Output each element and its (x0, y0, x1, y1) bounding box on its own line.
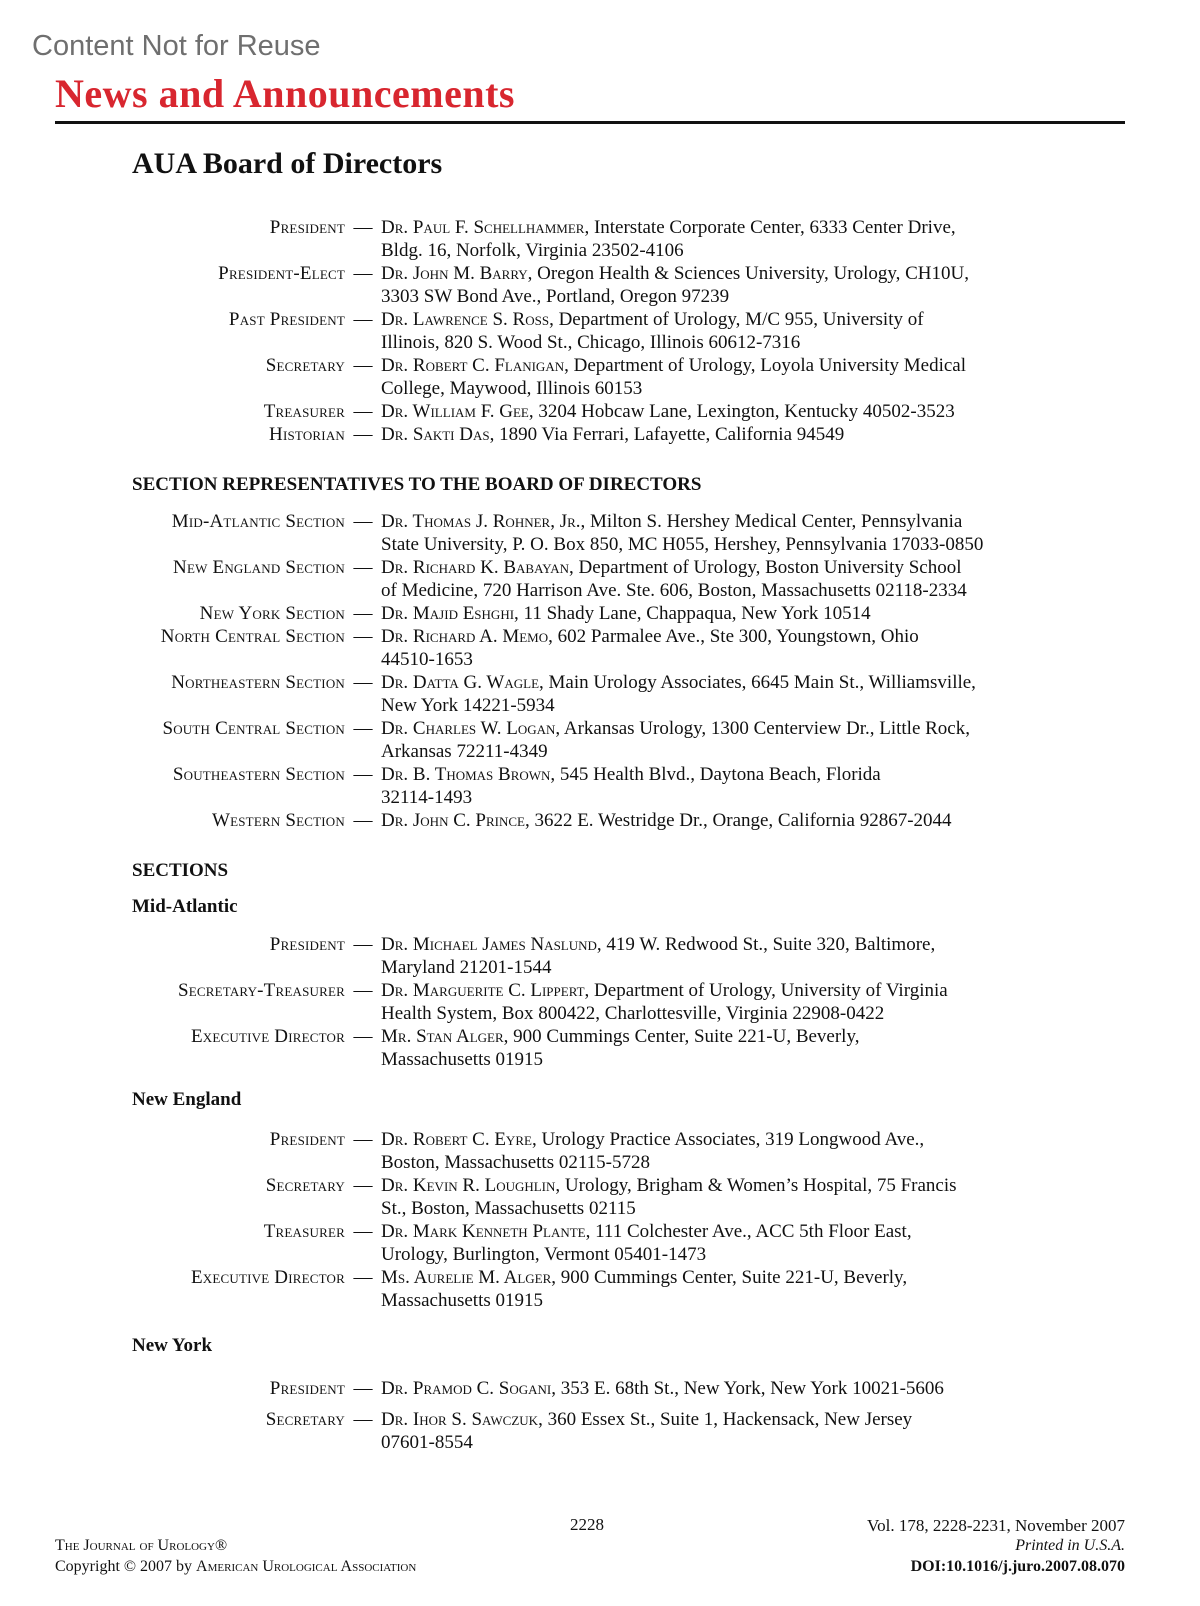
entry-name: Dr. Thomas J. Rohner, Jr. (381, 511, 581, 532)
entry-role: Executive Director (190, 1026, 345, 1047)
doi-link[interactable]: DOI:10.1016/j.juro.2007.08.070 (910, 1558, 1125, 1575)
entry-text (381, 510, 1081, 556)
entry-text (381, 1025, 1081, 1071)
entry-address: , 900 Cummings Center, Suite 221-U, Beverly, (551, 1267, 908, 1288)
entry-role: Secretary (265, 1175, 345, 1196)
entry-dash: — (353, 934, 373, 955)
entry-dash: — (353, 810, 373, 831)
directory-entry (0, 400, 1200, 423)
entry-address: , Urology Practice Associates, 319 Longwood Ave., (531, 1129, 925, 1150)
entry-name: Dr. Lawrence S. Ross (381, 309, 550, 330)
entry-text (381, 262, 1081, 308)
entry-dash: — (353, 1378, 373, 1399)
header-rule (55, 121, 1125, 124)
directory-entry (0, 1377, 1200, 1400)
directory-entry (0, 556, 1200, 602)
new-york-list (0, 1377, 1200, 1454)
entry-text (381, 1174, 1081, 1220)
entry-dash: — (353, 1267, 373, 1288)
directory-entry (0, 763, 1200, 809)
entry-text (381, 933, 1081, 979)
entry-address: , 900 Cummings Center, Suite 221-U, Beverly, (503, 1026, 860, 1047)
entry-role: North Central Section (160, 626, 345, 647)
entry-role: Northeastern Section (171, 672, 345, 693)
entry-role: Secretary-Treasurer (177, 980, 345, 1001)
entry-address-cont: Illinois, 820 S. Wood St., Chicago, Illinois 60612-7316 (381, 332, 801, 353)
entry-name: Dr. Charles W. Logan (381, 718, 556, 739)
entry-dash: — (353, 672, 373, 693)
page-number: 2228 (570, 1515, 604, 1534)
entry-address-cont: 07601-8554 (381, 1432, 473, 1453)
entry-dash: — (353, 718, 373, 739)
entry-role: President-Elect (218, 263, 345, 284)
entry-name: Dr. Marguerite C. Lippert (381, 980, 585, 1001)
entry-address-cont: State University, P. O. Box 850, MC H055, Hershey, Pennsylvania 17033-0850 (381, 534, 984, 555)
entry-name: Dr. William F. Gee (381, 401, 529, 422)
entry-address: , Main Urology Associates, 6645 Main St., Williamsville, (539, 672, 976, 693)
entry-name: Dr. Datta G. Wagle (381, 672, 540, 693)
entry-dash: — (353, 1175, 373, 1196)
entry-text (381, 423, 1081, 446)
entry-role: Southeastern Section (172, 764, 345, 785)
entry-address-cont: College, Maywood, Illinois 60153 (381, 378, 643, 399)
printed-in: Printed in U.S.A. (1015, 1537, 1125, 1554)
entry-address: , Department of Urology, Boston University School (569, 557, 962, 578)
directory-entry (0, 809, 1200, 832)
directory-entry (0, 1128, 1200, 1174)
entry-name: Dr. Pramod C. Sogani (381, 1378, 552, 1399)
entry-name: Dr. Richard A. Memo (381, 626, 549, 647)
entry-role: President (269, 1378, 345, 1399)
entry-dash: — (353, 1026, 373, 1047)
directory-entry (0, 1220, 1200, 1266)
entry-text (381, 556, 1081, 602)
directory-entry (0, 308, 1200, 354)
entry-role: Treasurer (263, 401, 345, 422)
entry-dash: — (353, 309, 373, 330)
entry-address: , Milton S. Hershey Medical Center, Pennsylvania (580, 511, 963, 532)
directory-entry (0, 933, 1200, 979)
entry-name: Dr. B. Thomas Brown (381, 764, 551, 785)
entry-address: , 353 E. 68th St., New York, New York 10021-5606 (551, 1378, 944, 1399)
entry-role: New York Section (199, 603, 345, 624)
entry-address-cont: St., Boston, Massachusetts 02115 (381, 1198, 636, 1219)
journal-name: The Journal of Urology® (55, 1537, 228, 1554)
entry-address: , 419 W. Redwood St., Suite 320, Baltimore, (596, 934, 936, 955)
entry-address: , 1890 Via Ferrari, Lafayette, California 94549 (489, 424, 845, 445)
entry-name: Dr. Majid Eshghi (381, 603, 515, 624)
directory-entry (0, 602, 1200, 625)
entry-address-cont: Boston, Massachusetts 02115-5728 (381, 1152, 650, 1173)
copyright-org: American Urological Association (196, 1558, 417, 1575)
directory-entry (0, 1266, 1200, 1312)
directory-entry (0, 510, 1200, 556)
sections-heading: SECTIONS (132, 860, 229, 881)
entry-address-cont: Maryland 21201-1544 (381, 957, 552, 978)
entry-address: , 545 Health Blvd., Daytona Beach, Florida (550, 764, 881, 785)
entry-text (381, 216, 1081, 262)
entry-address: , 602 Parmalee Ave., Ste 300, Youngstown, Ohio (548, 626, 919, 647)
entry-name: Dr. Ihor S. Sawczuk (381, 1409, 539, 1430)
volume-info: Vol. 178, 2228-2231, November 2007 (867, 1516, 1125, 1535)
entry-dash: — (353, 1221, 373, 1242)
entry-address-cont: Arkansas 72211-4349 (381, 741, 548, 762)
entry-role: New England Section (173, 557, 345, 578)
entry-dash: — (353, 603, 373, 624)
document-body (0, 146, 1200, 1454)
entry-text (381, 763, 1081, 809)
entry-role: Western Section (211, 810, 345, 831)
mid-atlantic-heading: Mid-Atlantic (132, 896, 238, 917)
entry-address: , Arkansas Urology, 1300 Centerview Dr., Little Rock, (555, 718, 970, 739)
entry-text (381, 1266, 1081, 1312)
entry-dash: — (353, 217, 373, 238)
entry-role: President (269, 217, 345, 238)
entry-name: Dr. Michael James Naslund (381, 934, 597, 955)
entry-dash: — (353, 511, 373, 532)
entry-dash: — (353, 980, 373, 1001)
section-reps-heading: SECTION REPRESENTATIVES TO THE BOARD OF DIRECTORS (132, 474, 702, 495)
entry-address-cont: of Medicine, 720 Harrison Ave. Ste. 606, Boston, Massachusetts 02118-2334 (381, 580, 967, 601)
entry-dash: — (353, 1409, 373, 1430)
new-york-heading: New York (132, 1335, 213, 1356)
entry-dash: — (353, 401, 373, 422)
entry-role: President (269, 934, 345, 955)
entry-name: Dr. Kevin R. Loughlin (381, 1175, 556, 1196)
directory-entry (0, 717, 1200, 763)
entry-text (381, 809, 1081, 832)
page-title: AUA Board of Directors (132, 147, 443, 180)
entry-name: Dr. John C. Prince (381, 810, 525, 831)
entry-dash: — (353, 557, 373, 578)
directory-entry (0, 354, 1200, 400)
entry-role: Executive Director (190, 1267, 345, 1288)
entry-text (381, 354, 1081, 400)
entry-name: Dr. Robert C. Flanigan (381, 355, 565, 376)
directory-entry (0, 671, 1200, 717)
directory-entry (0, 1174, 1200, 1220)
entry-address: , Urology, Brigham & Women’s Hospital, 75 Francis (555, 1175, 957, 1196)
entry-address: , 360 Essex St., Suite 1, Hackensack, New Jersey (538, 1409, 913, 1430)
entry-address: , Department of Urology, Loyola University Medical (564, 355, 966, 376)
copyright-prefix: Copyright © 2007 by (55, 1558, 197, 1575)
watermark-text: Content Not for Reuse (32, 30, 321, 62)
entry-name: Dr. Mark Kenneth Plante (381, 1221, 586, 1242)
entry-address-cont: 44510-1653 (381, 649, 473, 670)
entry-name: Dr. Richard K. Babayan (381, 557, 570, 578)
entry-address-cont: 3303 SW Bond Ave., Portland, Oregon 97239 (381, 286, 730, 307)
entry-text (381, 1220, 1081, 1266)
entry-address: , 111 Colchester Ave., ACC 5th Floor East, (585, 1221, 912, 1242)
new-england-heading: New England (132, 1089, 242, 1110)
entry-address: , Oregon Health & Sciences University, Urology, CH10U, (527, 263, 969, 284)
entry-text (381, 979, 1081, 1025)
entry-role: Historian (269, 424, 345, 445)
entry-role: Treasurer (263, 1221, 345, 1242)
entry-dash: — (353, 424, 373, 445)
entry-dash: — (353, 626, 373, 647)
banner-heading: News and Announcements (55, 71, 515, 116)
copyright-line (55, 1558, 416, 1576)
entry-dash: — (353, 263, 373, 284)
entry-name: Dr. Paul F. Schellhammer (381, 217, 585, 238)
entry-address-cont: Bldg. 16, Norfolk, Virginia 23502-4106 (381, 240, 684, 261)
entry-role: Secretary (265, 1409, 345, 1430)
entry-role: Past President (228, 309, 345, 330)
entry-name: Dr. Sakti Das (381, 424, 490, 445)
entry-address: , 11 Shady Lane, Chappaqua, New York 10514 (514, 603, 871, 624)
entry-role: President (269, 1129, 345, 1150)
entry-address-cont: New York 14221-5934 (381, 695, 555, 716)
entry-text (381, 671, 1081, 717)
entry-address-cont: Massachusetts 01915 (381, 1049, 544, 1070)
entry-address: , Interstate Corporate Center, 6333 Center Drive, (584, 217, 956, 238)
directory-entry (0, 979, 1200, 1025)
entry-text (381, 400, 1081, 423)
entry-address: , 3204 Hobcaw Lane, Lexington, Kentucky 40502-3523 (528, 401, 955, 422)
entry-address: , Department of Urology, University of Virginia (584, 980, 948, 1001)
entry-text (381, 1128, 1081, 1174)
entry-name: Dr. Robert C. Eyre (381, 1129, 532, 1150)
directory-entry (0, 1408, 1200, 1454)
entry-address-cont: Massachusetts 01915 (381, 1290, 544, 1311)
directory-entry (0, 216, 1200, 262)
entry-role: South Central Section (162, 718, 345, 739)
entry-text (381, 717, 1081, 763)
entry-role: Mid-Atlantic Section (171, 511, 345, 532)
entry-dash: — (353, 1129, 373, 1150)
directory-entry (0, 1025, 1200, 1071)
new-england-list (0, 1128, 1200, 1312)
directory-entry (0, 262, 1200, 308)
entry-name: Ms. Aurelie M. Alger (381, 1267, 552, 1288)
entry-name: Mr. Stan Alger (381, 1026, 504, 1047)
mid-atlantic-list (0, 933, 1200, 1071)
entry-name: Dr. John M. Barry (381, 263, 528, 284)
entry-text (381, 1408, 1081, 1454)
entry-address-cont: Health System, Box 800422, Charlottesville, Virginia 22908-0422 (381, 1003, 885, 1024)
entry-address: , 3622 E. Westridge Dr., Orange, California 92867-2044 (524, 810, 952, 831)
directory-entry (0, 625, 1200, 671)
entry-text (381, 625, 1081, 671)
entry-role: Secretary (265, 355, 345, 376)
entry-address-cont: 32114-1493 (381, 787, 473, 808)
board-list (0, 216, 1200, 446)
entry-address-cont: Urology, Burlington, Vermont 05401-1473 (381, 1244, 707, 1265)
entry-dash: — (353, 764, 373, 785)
entry-address: , Department of Urology, M/C 955, University of (549, 309, 924, 330)
directory-entry (0, 423, 1200, 446)
entry-text (381, 1377, 1081, 1400)
entry-text (381, 602, 1081, 625)
entry-text (381, 308, 1081, 354)
section-reps-list (0, 510, 1200, 832)
entry-dash: — (353, 355, 373, 376)
